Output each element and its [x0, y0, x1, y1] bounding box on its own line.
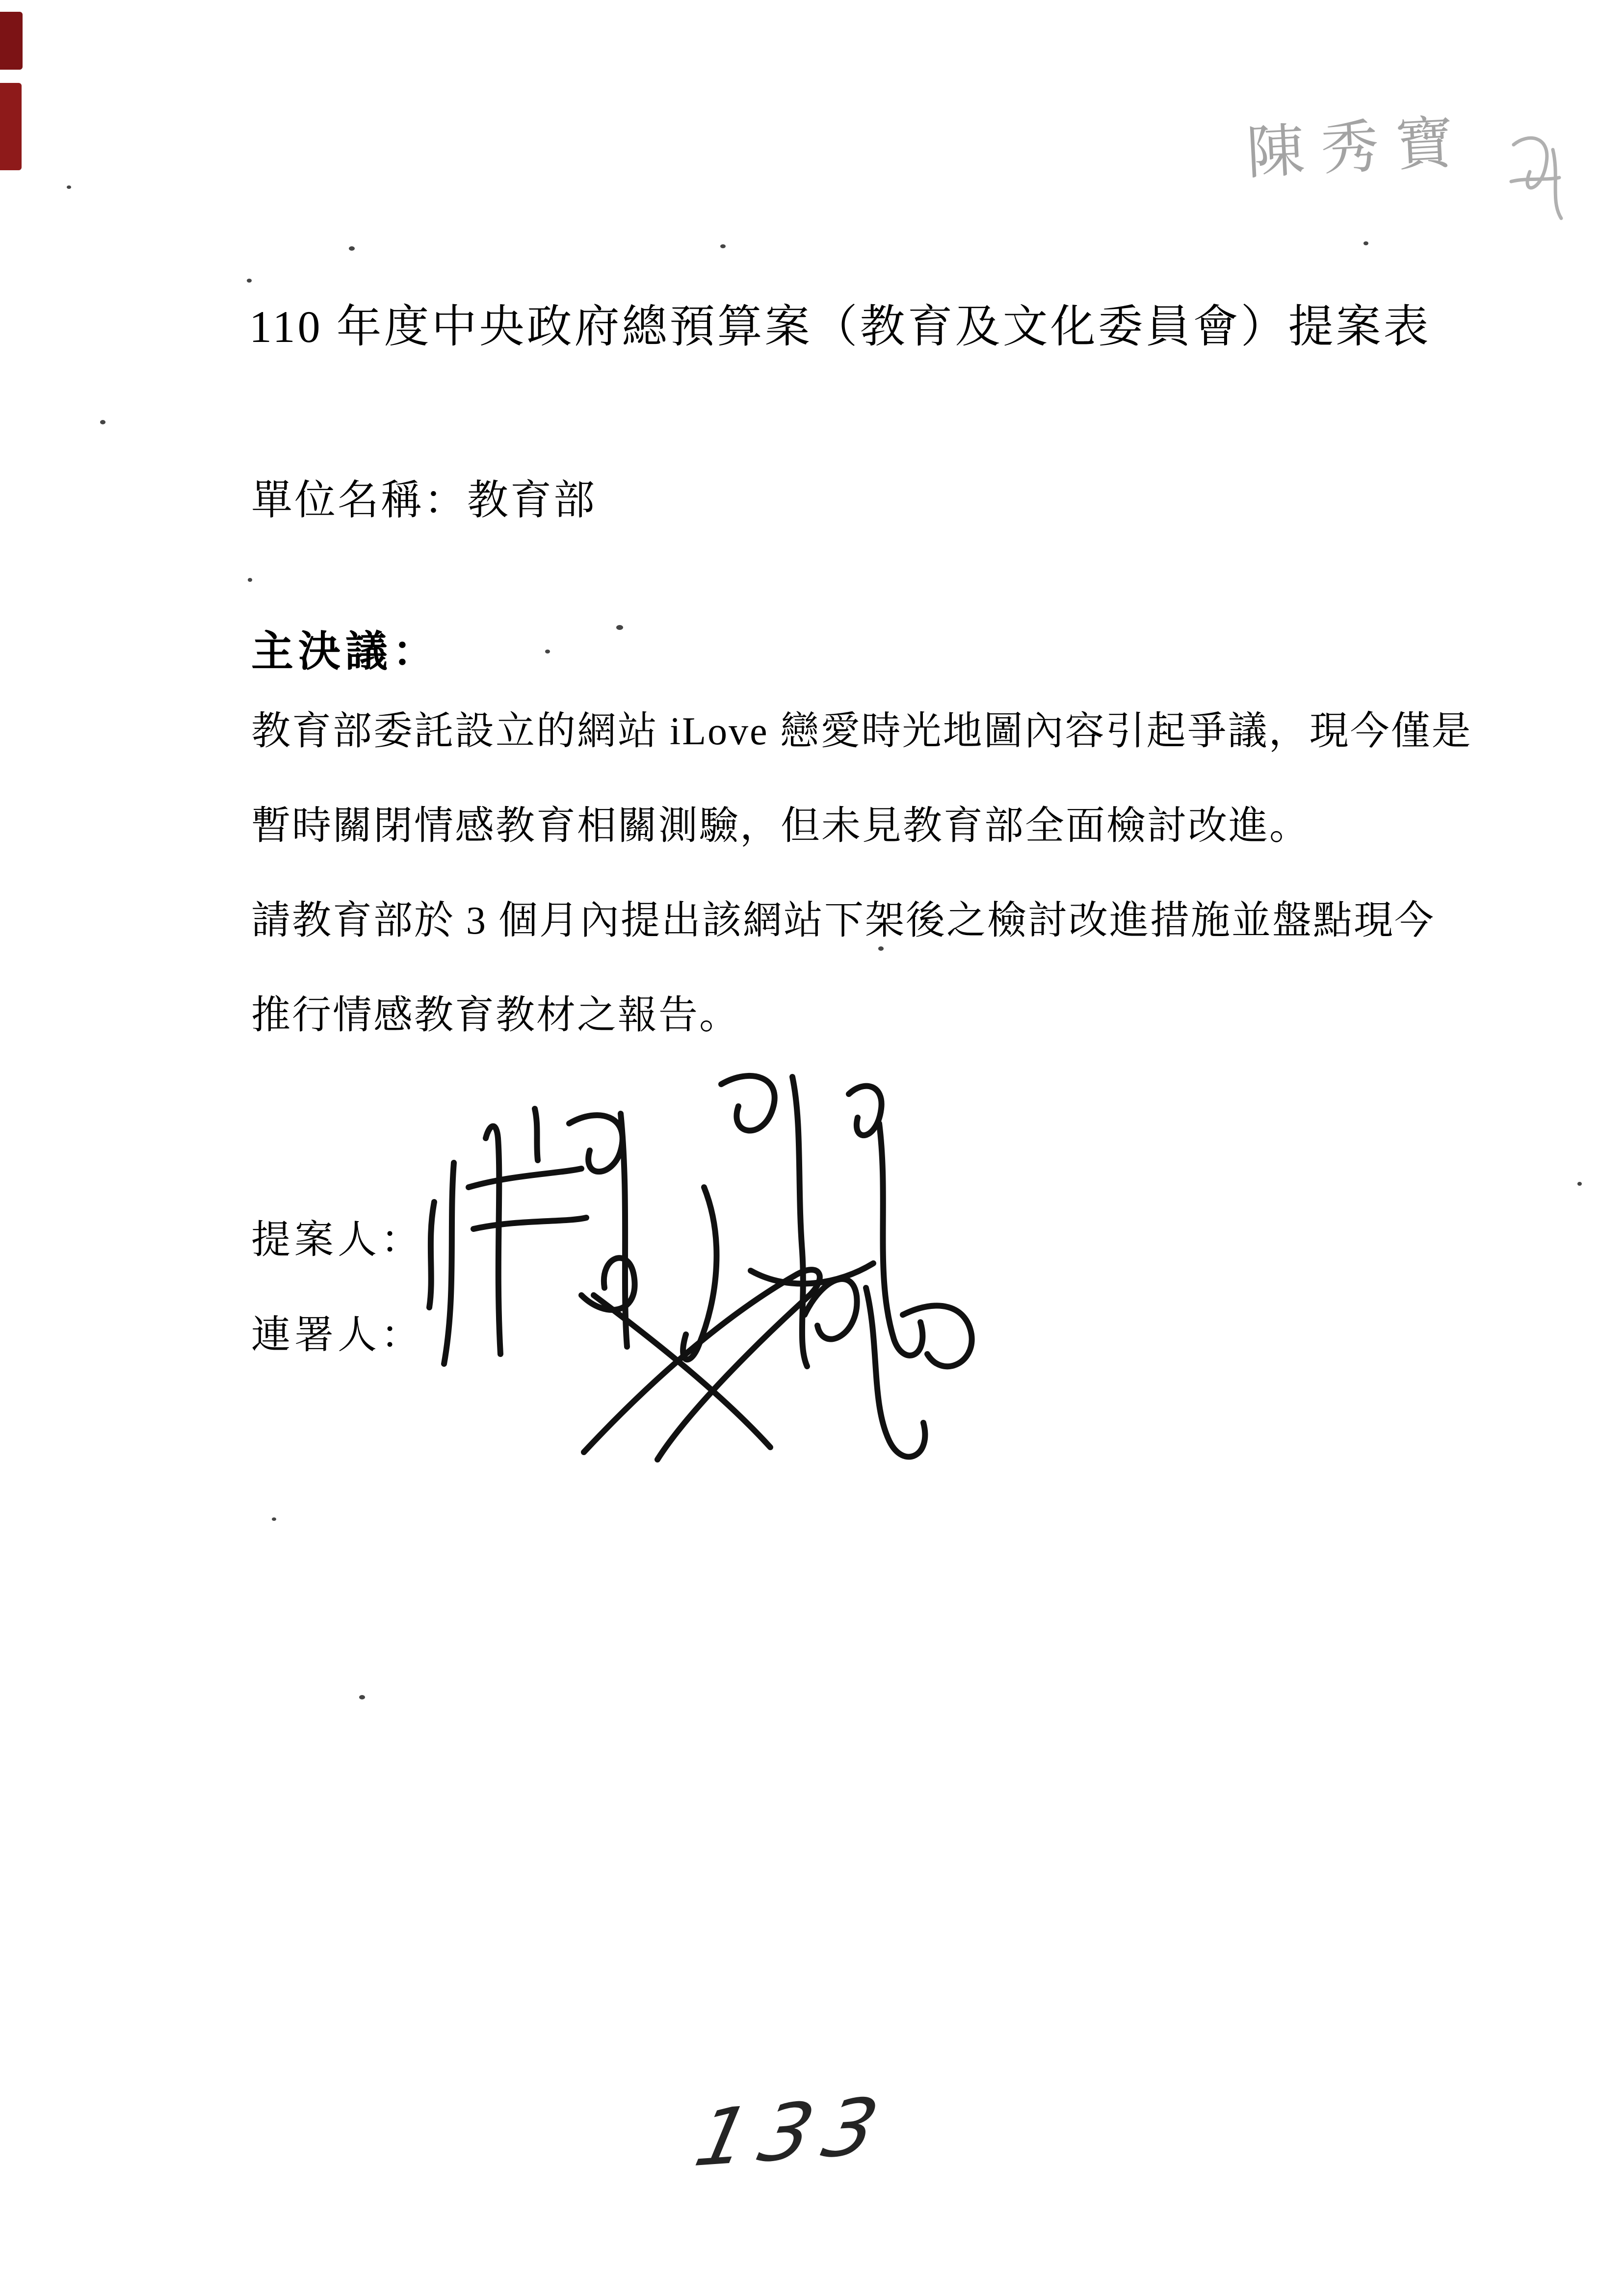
scan-speck [720, 244, 726, 248]
scan-speck [272, 1517, 276, 1521]
scan-speck [1363, 241, 1368, 245]
cosigner-label: 連署人： [251, 1314, 424, 1357]
proposer-signature [429, 1109, 635, 1364]
unit-name-label: 單位名稱： [251, 478, 468, 523]
scan-speck [359, 1695, 365, 1699]
handwritten-glyph-scrawl [1501, 123, 1590, 235]
proposer-label: 提案人： [251, 1219, 424, 1262]
scan-speck [616, 625, 623, 630]
cosigner-signature [584, 1270, 972, 1460]
resolution-body [251, 684, 1507, 1063]
signatures-ink [407, 1040, 1487, 1580]
scan-speck [349, 246, 355, 251]
scan-speck [247, 279, 252, 283]
scan-speck [1577, 1182, 1582, 1186]
second-signature [683, 1076, 922, 1366]
body-line: 推行情感教育教材之報告。 [251, 994, 740, 1037]
scan-speck [67, 185, 71, 189]
handwritten-page-number: 133 [687, 2079, 899, 2185]
scan-edge-mark-bottom [0, 83, 22, 170]
scan-speck [878, 946, 884, 951]
handwritten-name-annotation: 陳秀寶 [1245, 107, 1472, 187]
scan-speck [100, 420, 105, 424]
body-line: 暫時關閉情感教育相關測驗，但未見教育部全面檢討改進。 [251, 805, 1310, 848]
body-line: 教育部委託設立的網站 iLove 戀愛時光地圖內容引起爭議，現今僅是 [251, 710, 1472, 753]
body-line: 請教育部於 3 個月內提出該網站下架後之檢討改進措施並盤點現今 [251, 899, 1435, 942]
main-resolution-heading: 主決議： [251, 628, 440, 675]
unit-name-value: 教育部 [467, 478, 597, 523]
document-title: 110 年度中央政府總預算案（教育及文化委員會）提案表 [249, 302, 1431, 352]
scan-speck [545, 650, 550, 653]
scan-speck [248, 578, 252, 582]
unit-name-line [251, 467, 597, 526]
scan-edge-mark-top [0, 12, 23, 70]
